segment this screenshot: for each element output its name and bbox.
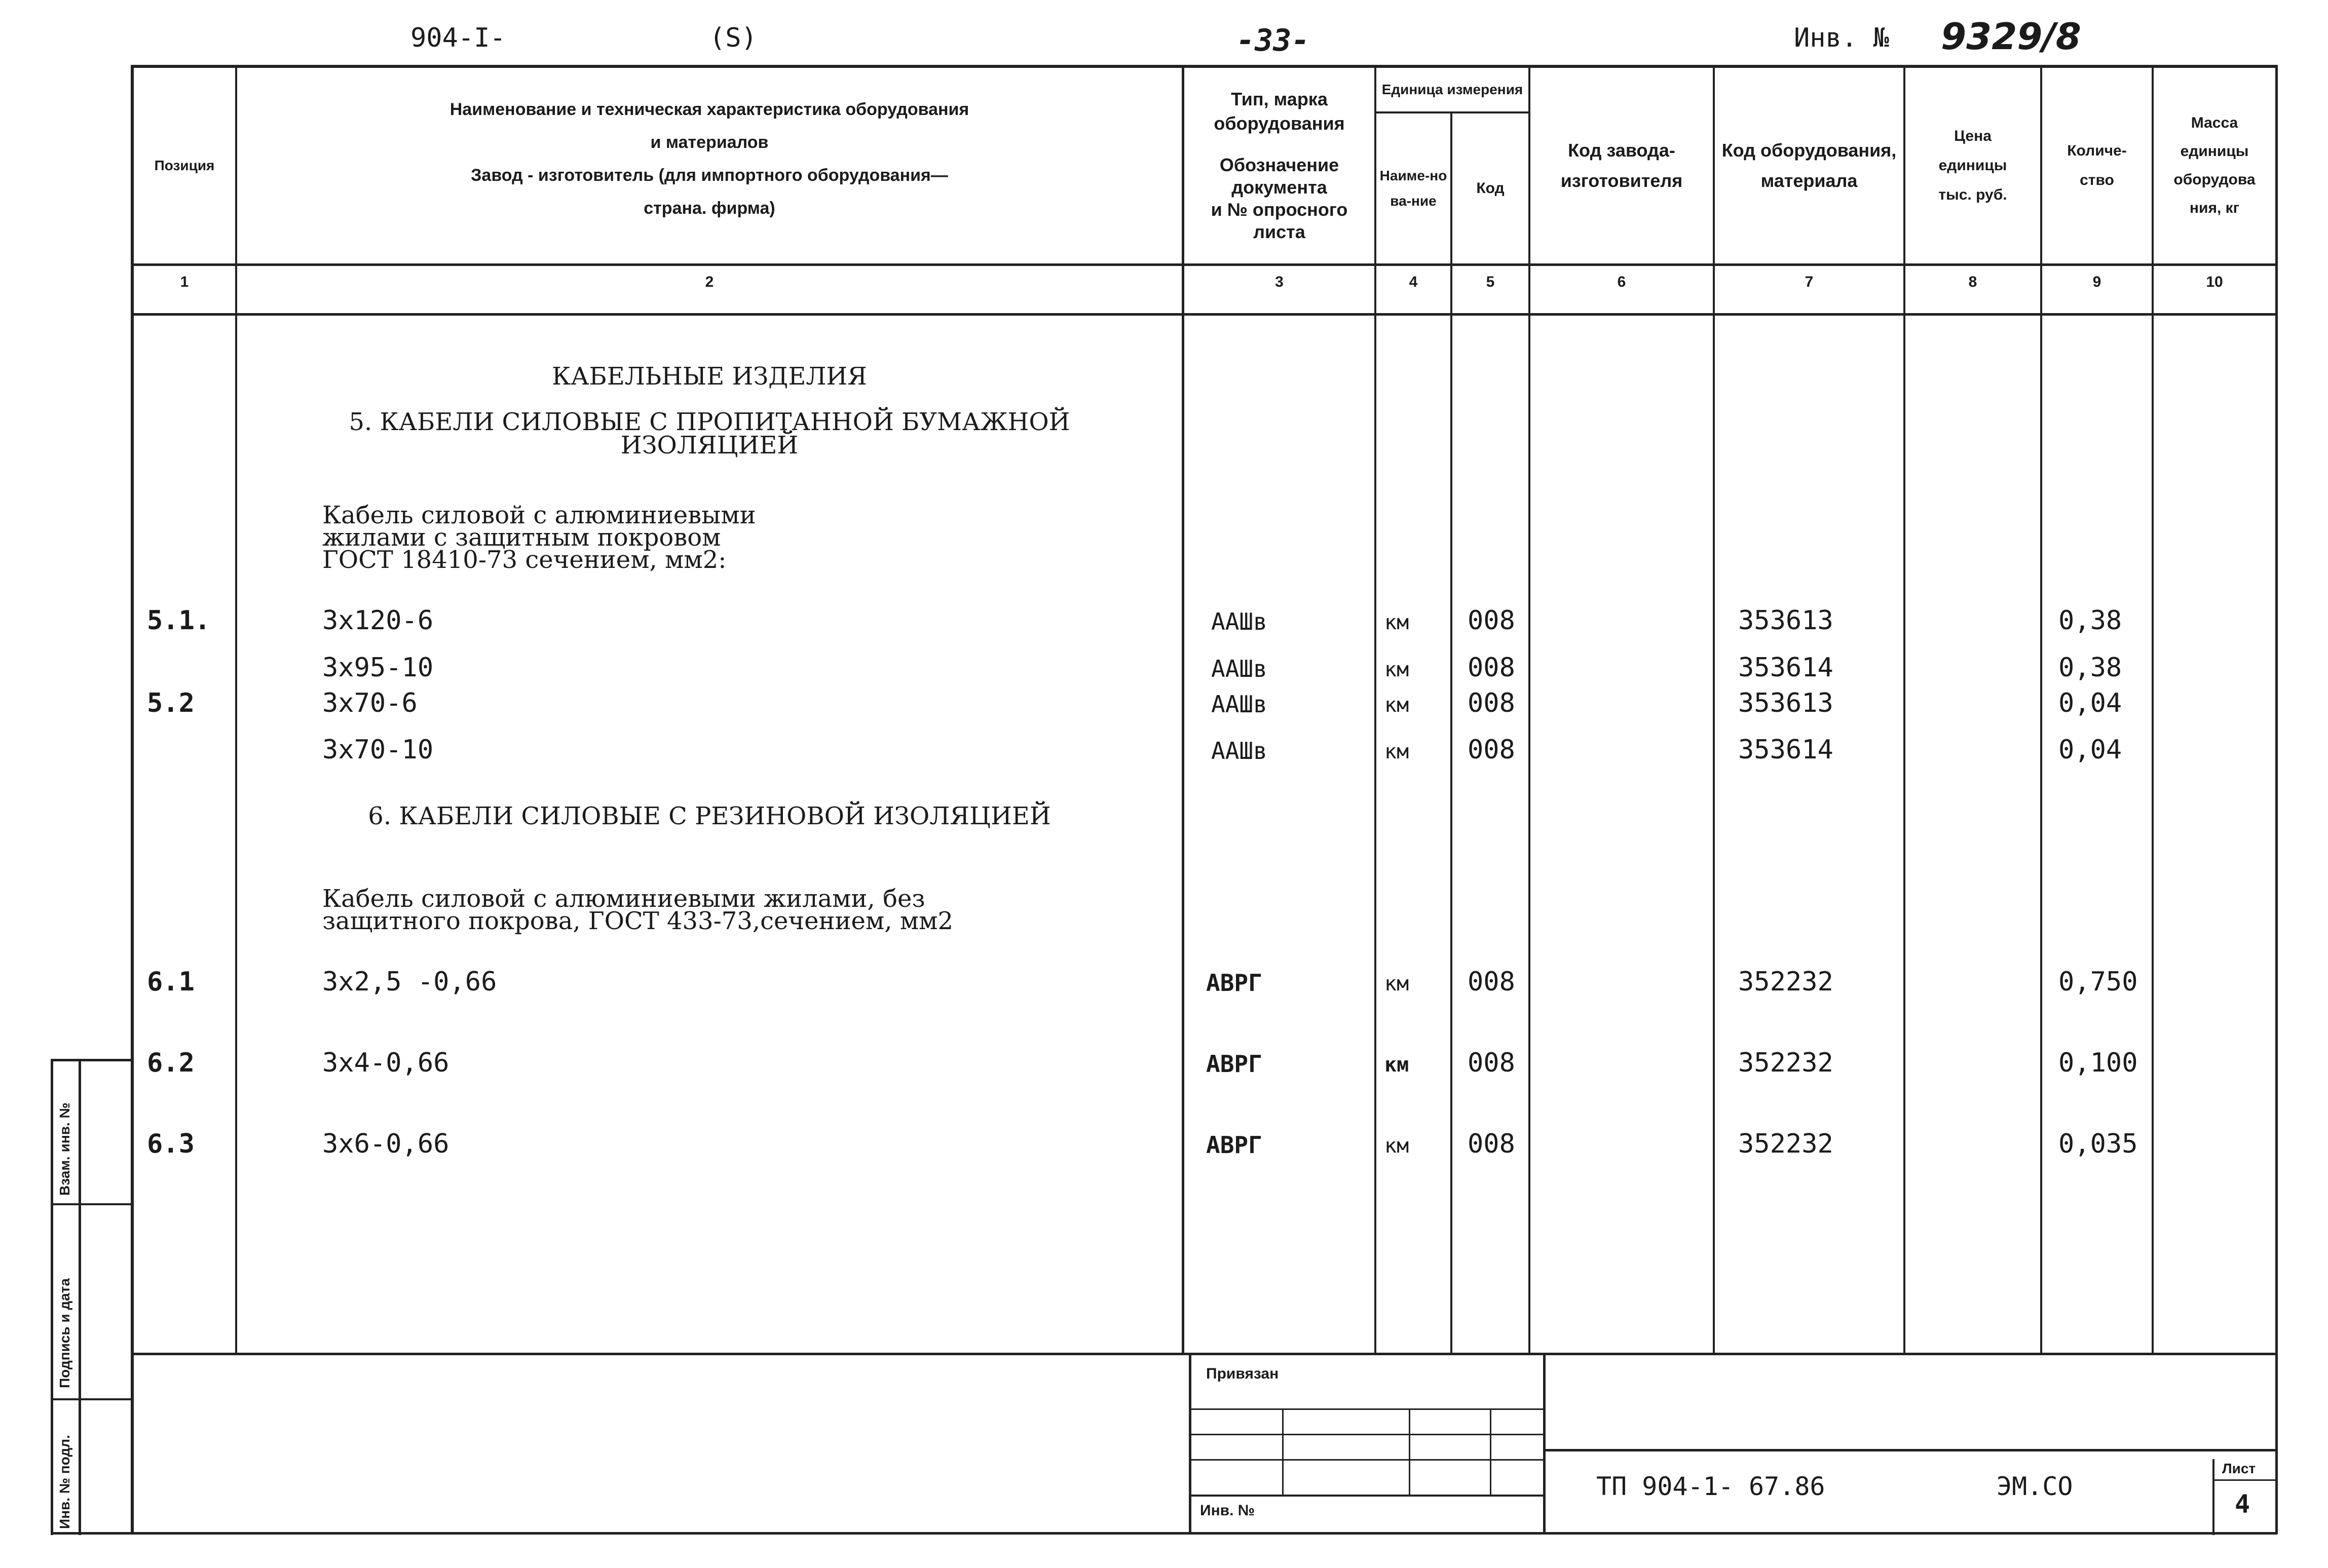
bound-label: Привязан	[1206, 1365, 1279, 1382]
row-unit: км	[1384, 694, 1409, 717]
row-unit-code: 008	[1468, 688, 1515, 718]
row-material-code: 353613	[1738, 688, 1833, 718]
sheet-tag: (S)	[709, 23, 757, 53]
colnum-7: 7	[1805, 274, 1814, 290]
row-quantity: 0,38	[2058, 653, 2122, 683]
row-quantity: 0,04	[2058, 688, 2122, 718]
row-quantity: 0,100	[2058, 1048, 2138, 1078]
row-position: 5.2	[147, 688, 195, 718]
row-quantity: 0,035	[2058, 1129, 2138, 1159]
header-type-line6: листа	[1253, 221, 1305, 242]
row-position: 6.2	[147, 1048, 195, 1078]
colnum-5: 5	[1486, 274, 1495, 290]
section-5-desc-1: Кабель силовой с алюминиевыми	[322, 501, 756, 529]
document-suffix: ЭМ.СО	[1997, 1472, 2073, 1501]
inventory-label: Инв. №	[1794, 23, 1889, 53]
header-type-line5: и № опросного	[1211, 199, 1348, 220]
colnum-2: 2	[705, 274, 714, 290]
row-material-code: 352232	[1738, 1048, 1833, 1078]
row-type: ААШв	[1211, 691, 1267, 718]
row-position: 5.1.	[147, 605, 211, 636]
sheet-number: 4	[2235, 1489, 2250, 1519]
row-position: 6.3	[147, 1129, 195, 1159]
row-quantity: 0,38	[2058, 605, 2122, 636]
stamp-inv-label: Инв. №	[1200, 1502, 1255, 1519]
row-unit: км	[1384, 1134, 1409, 1158]
header-unit-name: Наиме-нова-ние	[1379, 168, 1447, 209]
row-quantity: 0,04	[2058, 735, 2122, 765]
colnum-9: 9	[2092, 274, 2101, 290]
section-6-desc-1: Кабель силовой с алюминиевыми жилами, без	[322, 885, 925, 913]
row-name: 3x6-0,66	[322, 1129, 449, 1159]
row-name: 3x70-6	[322, 688, 418, 718]
row-material-code: 352232	[1738, 1129, 1833, 1159]
header-quantity: Количе-ство	[2067, 142, 2127, 188]
section-6-desc-2: защитного покрова, ГОСТ 433-73,сечением, мм2	[322, 907, 954, 935]
colnum-4: 4	[1409, 274, 1418, 290]
inventory-number: 9329/8	[1941, 15, 2081, 58]
row-material-code: 352232	[1738, 967, 1833, 997]
colnum-3: 3	[1275, 274, 1284, 290]
section-6-title: 6. КАБЕЛИ СИЛОВЫЕ С РЕЗИНОВОЙ ИЗОЛЯЦИЕЙ	[368, 802, 1051, 830]
header-name-line1: Наименование и техническая характеристика оборудования	[449, 100, 969, 119]
page-number: -33-	[1236, 23, 1310, 58]
row-unit: км	[1384, 972, 1409, 996]
section-5-title-cont: ИЗОЛЯЦИЕЙ	[620, 431, 799, 460]
header-type-line4: документа	[1231, 177, 1327, 198]
row-type: АВРГ	[1206, 1050, 1262, 1078]
header-name-line2: и материалов	[650, 133, 769, 152]
row-type: ААШв	[1211, 608, 1267, 635]
main-section-title: КАБЕЛЬНЫЕ ИЗДЕЛИЯ	[551, 362, 868, 391]
series-label: 904-I-	[410, 23, 506, 53]
row-unit-code: 008	[1468, 1129, 1515, 1159]
header-unit-mass: Масса единицы оборудова ния, кг	[2173, 114, 2256, 216]
header-position: Позиция	[154, 158, 215, 173]
header-unit-group: Единица измерения	[1381, 82, 1523, 97]
header-material-code: Код оборудования, материала	[1721, 140, 1897, 191]
row-name: 3x2,5 -0,66	[322, 967, 497, 997]
header-type-line1: Тип, марка	[1231, 89, 1328, 109]
row-unit: км	[1384, 1053, 1409, 1077]
row-type: АВРГ	[1206, 969, 1262, 997]
row-type: ААШв	[1211, 737, 1267, 764]
header-unit-code: Код	[1476, 180, 1505, 197]
margin-field-replaced-inv: Взам. инв. №	[57, 1102, 72, 1196]
margin-field-original-inv: Инв. № подл.	[57, 1435, 72, 1529]
row-unit-code: 008	[1468, 967, 1515, 997]
colnum-8: 8	[1968, 274, 1977, 290]
row-unit: км	[1384, 611, 1409, 634]
header-name	[237, 68, 1182, 263]
row-material-code: 353614	[1738, 735, 1833, 765]
header-name-line4: страна. фирма)	[644, 199, 775, 218]
row-name: 3x4-0,66	[322, 1048, 449, 1078]
header-name-line3: Завод - изготовитель (для импортного оборудования—	[471, 166, 948, 185]
row-unit-code: 008	[1468, 1048, 1515, 1078]
row-material-code: 353613	[1738, 605, 1833, 636]
row-unit: км	[1384, 658, 1409, 681]
row-quantity: 0,750	[2058, 967, 2138, 997]
header-unit-price: Цена единицы тыс. руб.	[1938, 128, 2007, 203]
row-name: 3x120-6	[322, 605, 434, 636]
row-material-code: 353614	[1738, 653, 1833, 683]
section-5-desc-3: ГОСТ 18410-73 сечением, мм2:	[322, 546, 727, 574]
section-5-desc-2: жилами с защитным покровом	[322, 523, 721, 552]
sheet-label: Лист	[2222, 1461, 2256, 1476]
header-type-line2: оборудования	[1214, 113, 1345, 134]
colnum-10: 10	[2206, 274, 2223, 290]
row-type: АВРГ	[1206, 1131, 1262, 1159]
row-position: 6.1	[147, 967, 195, 997]
row-type: ААШв	[1211, 655, 1267, 682]
colnum-6: 6	[1617, 274, 1626, 290]
row-unit-code: 008	[1468, 605, 1515, 636]
header-factory-code: Код завода-изготовителя	[1560, 140, 1683, 191]
row-unit-code: 008	[1468, 653, 1515, 683]
row-unit: км	[1384, 740, 1409, 763]
row-name: 3x70-10	[322, 735, 434, 765]
document-code: ТП 904-1- 67.86	[1596, 1472, 1825, 1501]
section-5-title: 5. КАБЕЛИ СИЛОВЫЕ С ПРОПИТАННОЙ БУМАЖНОЙ	[349, 408, 1070, 436]
header-type	[1184, 68, 1374, 263]
header-type-line3: Обозначение	[1219, 155, 1339, 175]
margin-field-signature-date: Подпись и дата	[57, 1278, 72, 1388]
row-unit-code: 008	[1468, 735, 1515, 765]
colnum-1: 1	[180, 274, 189, 290]
row-name: 3x95-10	[322, 653, 434, 683]
